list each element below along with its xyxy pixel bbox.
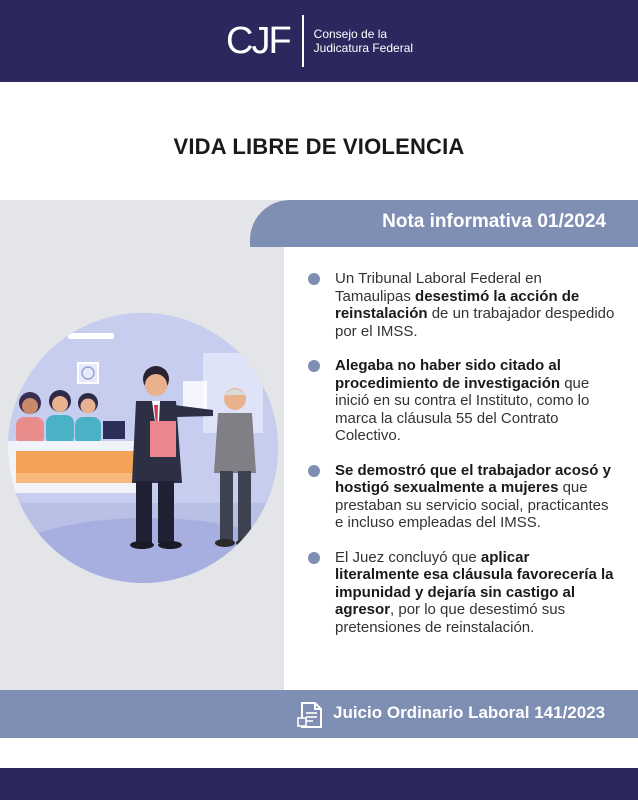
logo-divider — [302, 15, 304, 67]
note-label: Nota informativa 01/2024 — [382, 211, 606, 232]
top-bar — [0, 0, 638, 82]
org-line-2: Judicatura Federal — [313, 41, 414, 55]
list-item: Un Tribunal Laboral Federal en Tamaulipas desestimó la acción de reinstalación de un trabajador despedido por el IMSS. — [307, 270, 617, 340]
list-item: Alegaba no haber sido citado al procedimiento de investigación que inició en su contra el Instituto, como lo marca la cláusula 55 del Contrato Colectivo. — [307, 357, 617, 445]
office-scene-illustration — [8, 313, 278, 583]
note-content — [307, 270, 617, 653]
bullet-icon — [308, 273, 320, 285]
list-item: Se demostró que el trabajador acosó y hostigó sexualmente a mujeres que prestaban su servicio social, practicantes e incluso empleadas del IMSS. — [307, 462, 617, 532]
bullet-icon — [308, 552, 320, 564]
bullet-icon — [308, 360, 320, 372]
document-icon — [296, 700, 326, 730]
logo-mark: CJF — [226, 20, 290, 62]
page-title: VIDA LIBRE DE VIOLENCIA — [173, 134, 465, 159]
list-item: El Juez concluyó que aplicar literalmente esa cláusula favorecería la impunidad y dejaría sin castigo al agresor, por lo que desestimó sus pretensiones de reinstalación. — [307, 549, 617, 637]
case-label: Juicio Ordinario Laboral 141/2023 — [333, 703, 606, 722]
bottom-bar — [0, 768, 638, 800]
note-header — [250, 200, 638, 247]
org-name — [314, 27, 413, 55]
org-line-1: Consejo de la — [313, 27, 388, 41]
bullet-icon — [308, 465, 320, 477]
cjf-logo — [226, 14, 413, 68]
